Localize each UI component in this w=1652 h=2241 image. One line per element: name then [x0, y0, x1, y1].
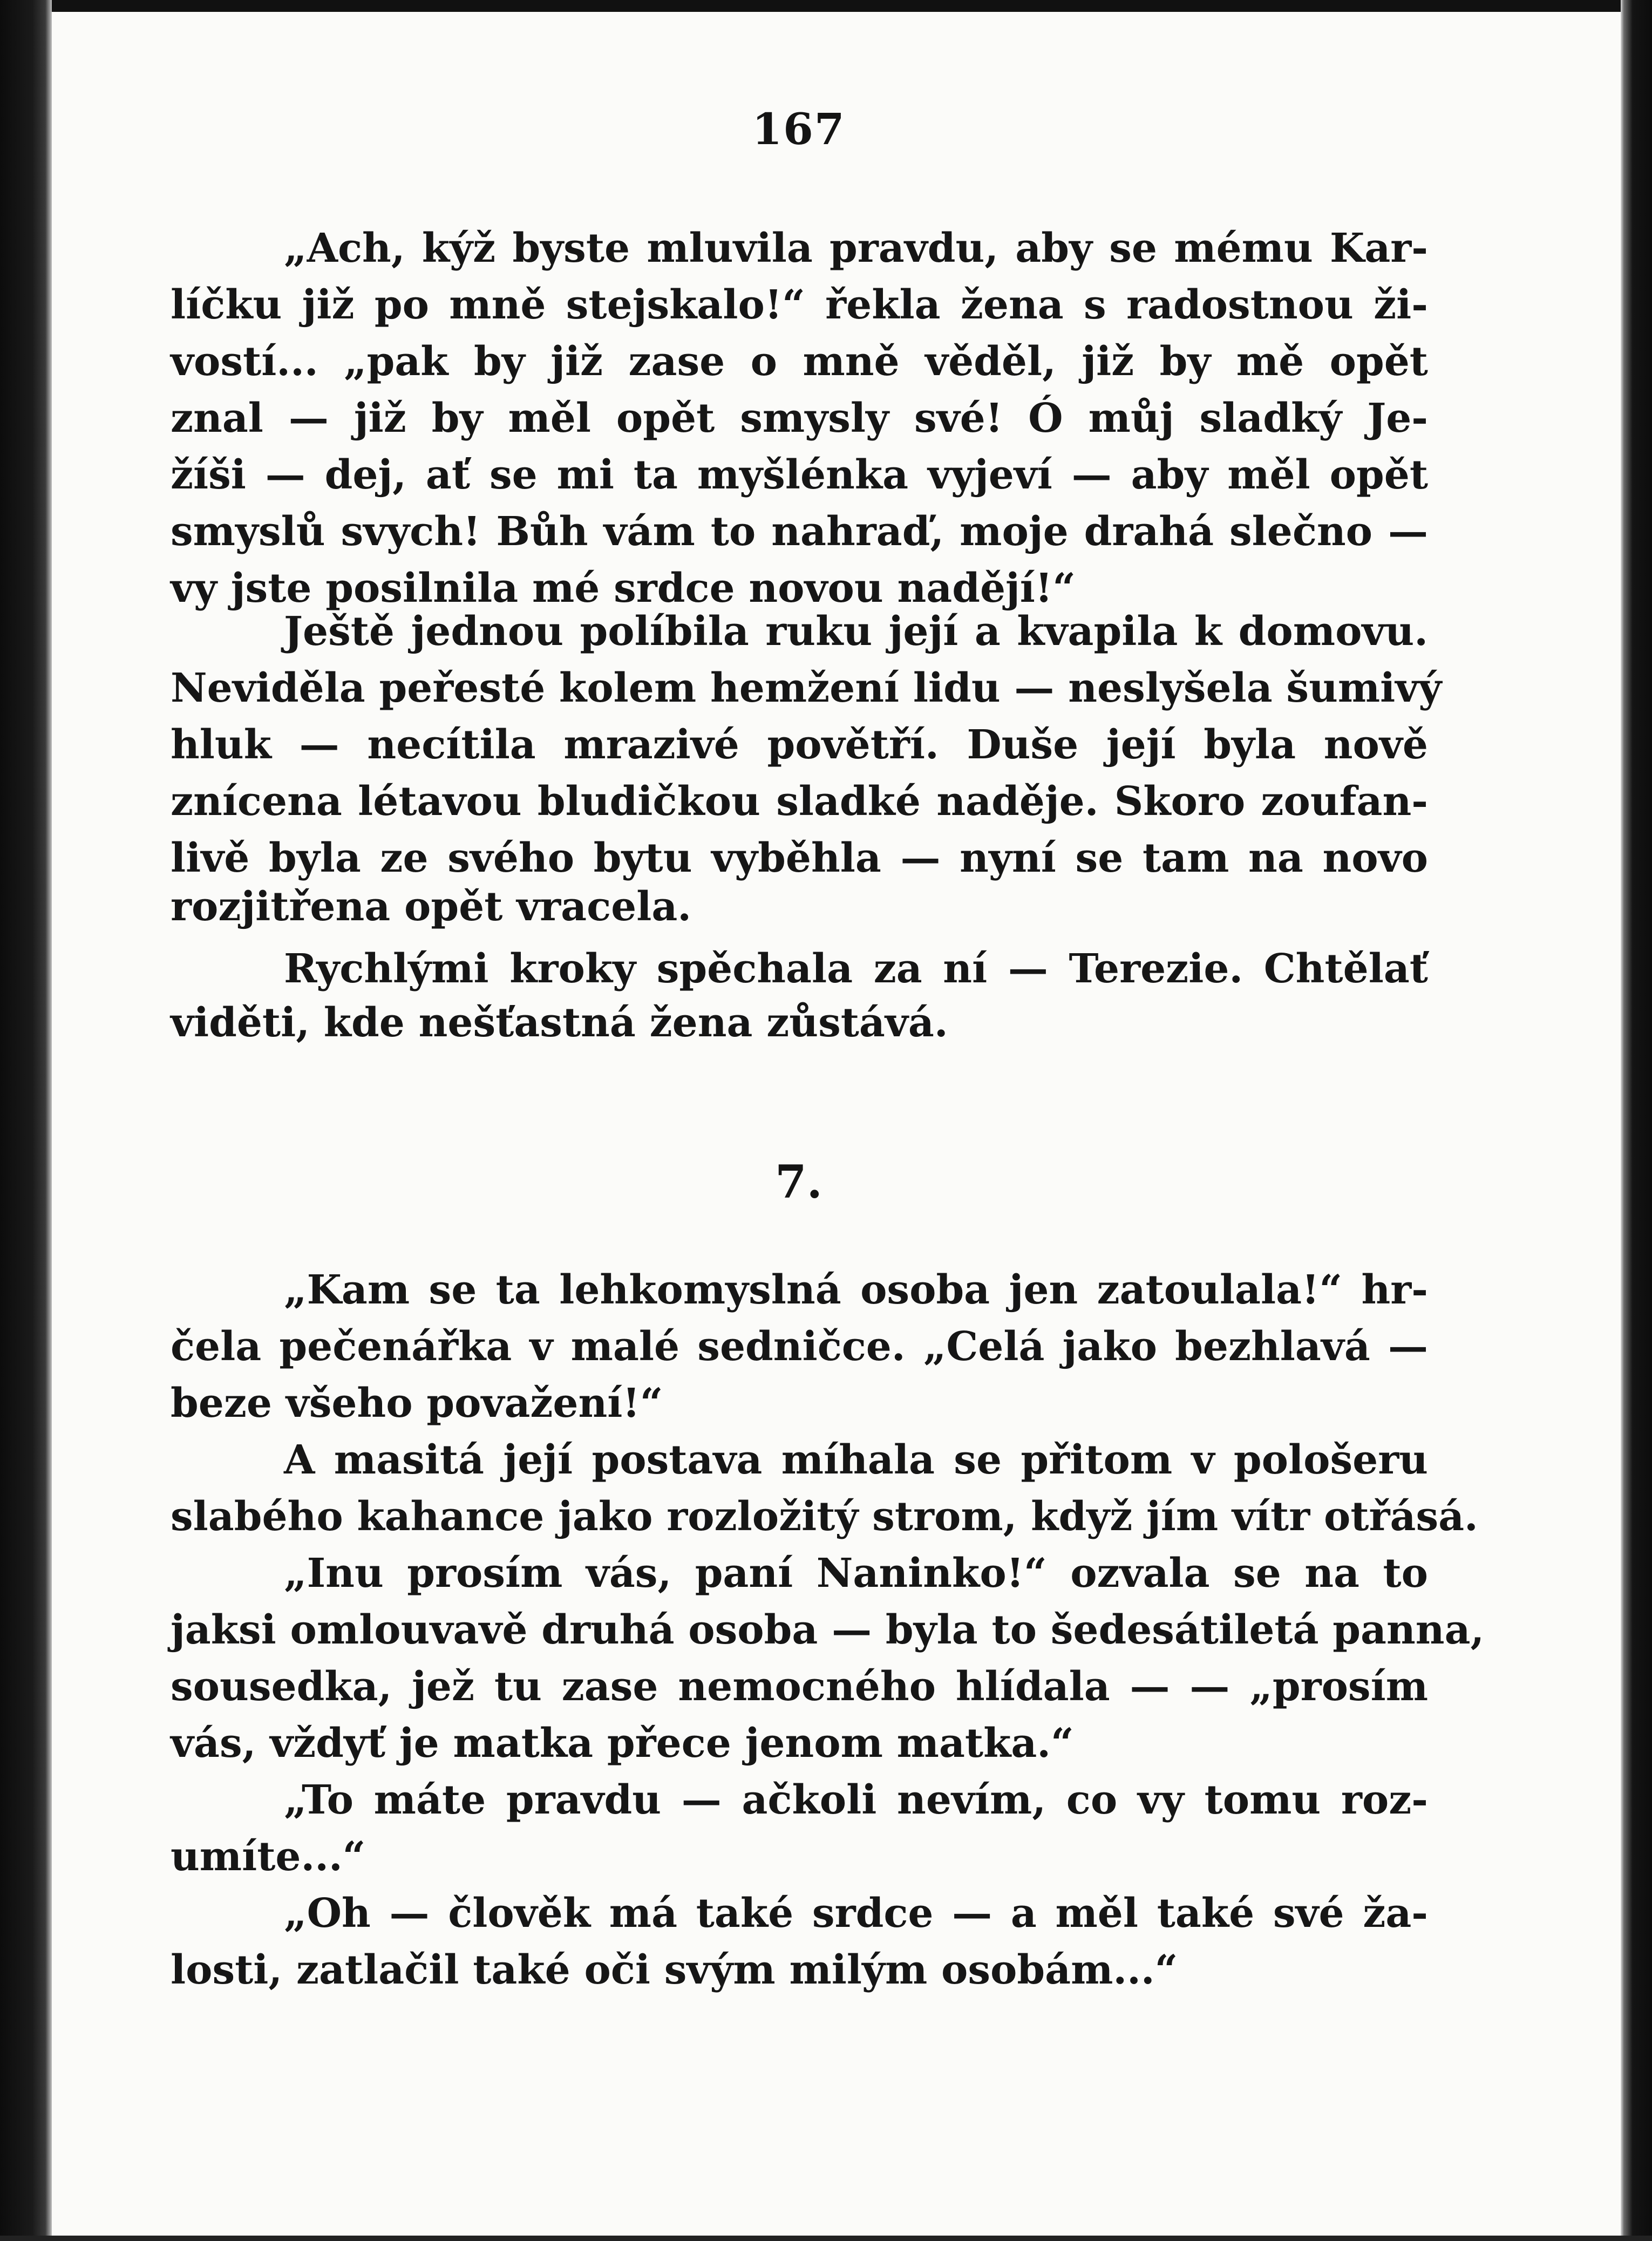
text-line: čela pečenářka v malé sedničce. „Celá jako bezhlavá —	[171, 1323, 1428, 1370]
text-line: znal — již by měl opět smysly své! Ó můj sladký Je-	[171, 395, 1428, 442]
text-line: rozjitřena opět vracela.	[171, 884, 692, 930]
scan-border-right	[1621, 0, 1652, 2241]
scan-border-left	[0, 0, 52, 2241]
scan-border-top	[0, 0, 1652, 12]
text-line: livě byla ze svého bytu vyběhla — nyní se tam na novo	[171, 835, 1428, 881]
text-line: hluk — necítila mrazivé povětří. Duše její byla nově	[171, 722, 1428, 768]
text-line: „Oh — člověk má také srdce — a měl také své ža-	[284, 1890, 1428, 1937]
text-line: vás, vždyť je matka přece jenom matka.“	[171, 1720, 1074, 1767]
text-line: „Ach, kýž byste mluvila pravdu, aby se mému Kar-	[284, 225, 1428, 271]
text-line: znícena létavou bludičkou sladké naděje. Skoro zoufan-	[171, 778, 1428, 825]
text-line: A masitá její postava míhala se přitom v pološeru	[284, 1437, 1428, 1483]
text-line: líčku již po mně stejskalo!“ řekla žena s radostnou ži-	[171, 282, 1428, 328]
text-line: viděti, kde nešťastná žena zůstává.	[171, 1000, 948, 1046]
text-line: žíši — dej, ať se mi ta myšlénka vyjeví — aby měl opět	[171, 452, 1428, 498]
text-line: „To máte pravdu — ačkoli nevím, co vy tomu roz-	[284, 1777, 1428, 1823]
text-line: Neviděla peřesté kolem hemžení lidu — neslyšela šumivý	[171, 665, 1442, 711]
text-line: Ještě jednou políbila ruku její a kvapila k domovu.	[284, 608, 1428, 655]
text-line: beze všeho považení!“	[171, 1380, 663, 1427]
text-line: „Inu prosím vás, paní Naninko!“ ozvala se na to	[284, 1550, 1428, 1597]
text-line: umíte...“	[171, 1833, 366, 1880]
text-line: smyslů svych! Bůh vám to nahraď, moje drahá slečno —	[171, 508, 1428, 555]
section-heading: 7.	[775, 1155, 822, 1208]
page-number: 167	[752, 104, 846, 154]
text-line: vy jste posilnila mé srdce novou nadějí!“	[171, 565, 1076, 612]
text-line: losti, zatlačil také oči svým milým osobám...“	[171, 1947, 1178, 1993]
text-line: Rychlými kroky spěchala za ní — Terezie. Chtělať	[284, 946, 1428, 992]
text-line: „Kam se ta lehkomyslná osoba jen zatoulala!“ hr-	[284, 1267, 1428, 1313]
text-line: sousedka, jež tu zase nemocného hlídala — — „prosím	[171, 1663, 1428, 1710]
text-line: jaksi omlouvavě druhá osoba — byla to šedesátiletá panna,	[171, 1607, 1485, 1653]
text-line: vostí... „pak by již zase o mně věděl, již by mě opět	[171, 338, 1428, 385]
text-line: slabého kahance jako rozložitý strom, když jím vítr otřásá.	[171, 1493, 1478, 1540]
scan-border-bottom	[0, 2236, 1652, 2241]
